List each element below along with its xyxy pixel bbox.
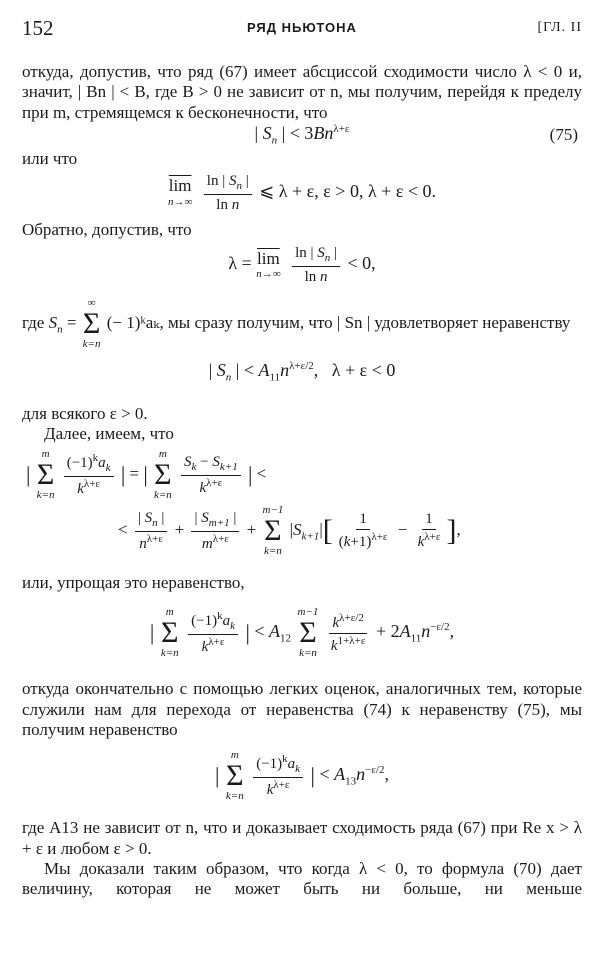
a13-end: , xyxy=(384,764,389,785)
paragraph-or-that: или что xyxy=(22,149,78,169)
equation-limsup xyxy=(22,170,582,220)
equation-75-number: (75) xyxy=(549,125,578,145)
a12-end: , xyxy=(449,621,455,642)
equation-75 xyxy=(22,123,582,149)
equation-a11-bound: | $S_n$ | < $A_{11}n^{\lambda+\varepsilon/2}$, λ + ε < 0 xyxy=(208,359,396,384)
paragraph-conversely: Обратно, допустив, что xyxy=(22,219,192,239)
sum-operator: ∞ Σ k=n xyxy=(82,296,101,350)
equation-summation-by-parts-2: < $\frac{| S_n |}{n^{\lambda+\varepsilon}}$ + $\frac{| S_{m+1} |}{m^{\lambda+\varepsilon}}$ + m−1 Σ k=n $|S_{k+1}|$[ $\frac{1}{(k+1)^{\lambda+\varepsilon}}$ − $\frac{1}{k^{\lambda+\varepsilon}}$ ], xyxy=(118,503,461,557)
paragraph-where-sn: где $S_n$ = ∞ Σ k=n (− 1)ᵏaₖ, мы сразу получим, что | Sn | удовлетворяет неравенству xyxy=(22,296,571,350)
equation-75-formula: | $S_n$ | < $3Bn^{\lambda+\varepsilon}$ xyxy=(254,123,350,147)
paragraph-simplifying: или, упрощая это неравенство, xyxy=(22,572,245,592)
page-number: 152 xyxy=(22,16,54,40)
chapter-label: [ГЛ. II xyxy=(537,20,582,35)
paragraph-further: Далее, имеем, что xyxy=(44,424,174,444)
limsup-operator: $\overline{lim}$ n→∞ xyxy=(167,176,193,208)
a11-condition: λ + ε < 0 xyxy=(331,359,396,380)
running-title: РЯД НЬЮТОНА xyxy=(247,20,357,35)
page-header xyxy=(22,14,582,40)
lambda-rhs: < 0, xyxy=(347,253,376,274)
limsup-operator-2: $\overline{lim}$ n→∞ xyxy=(256,248,281,281)
limsup-conditions: ⩽ λ + ε, ε > 0, λ + ε < 0. xyxy=(259,180,437,201)
sn-series-term: (− 1)ᵏaₖ xyxy=(106,312,160,332)
limsup-fraction: $\frac{\ln | S_n |}{\text{ln n}}$ xyxy=(204,172,252,214)
equation-a12-bound: | m Σ k=n $\frac{(-1)^ka_k}{k^{\lambda+\varepsilon}}$ | < $A_{12}$ m−1 Σ k=n $\frac{k^{\lambda+\varepsilon/2}}{k^{1+\lambda+\varepsilon}}$ + $2A_{11}n^{-\varepsilon/2}$, xyxy=(149,606,455,660)
lambda-lhs: λ = xyxy=(228,253,252,274)
where-sn-rest: , мы сразу получим, что | Sn | удовлетворяет неравенству xyxy=(159,312,571,332)
equation-a13-bound: | m Σ k=n $\frac{(-1)^ka_k}{k^{\lambda+\varepsilon}}$ | < $A_{13}n^{-\varepsilon/2}$, xyxy=(214,749,389,803)
lambda-fraction: $\frac{\ln | S_n |}{\text{ln n}}$ xyxy=(292,244,340,286)
where-word: где xyxy=(22,312,45,332)
equation-summation-by-parts-1: | m Σ k=n $\frac{(-1)^ka_k}{k^{\lambda+\varepsilon}}$ | = | m Σ k=n $\frac{S_k - S_{k+1}}{k^{\lambda+\varepsilon}}$ | < xyxy=(26,447,267,501)
book-page xyxy=(22,14,582,900)
paragraph-finally: откуда окончательно с помощью легких оценок, аналогичных тем, которые служили нам для перехода от неравенства (74) к неравенству (75), мы получим неравенство xyxy=(22,679,582,739)
equation-lambda-definition xyxy=(22,240,582,298)
paragraph-convergence: откуда, допустив, что ряд (67) имеет абсциссой сходимости число λ < 0 и, значит, | Bn | < B, где B > 0 не зависит от n, мы получим, перейдя к пределу при m, стремящемся к бесконечности, что xyxy=(22,62,582,122)
paragraph-conclusion: Мы доказали таким образом, что когда λ < 0, то формула (70) дает величину, которая не может быть ни больше, ни меньше xyxy=(22,859,582,899)
paragraph-for-every-epsilon: для всякого ε > 0. xyxy=(22,403,148,423)
paragraph-where-a13: где A13 не зависит от n, что и доказывает сходимость ряда (67) при Re x > λ + ε и любом ε > 0. xyxy=(22,818,582,858)
